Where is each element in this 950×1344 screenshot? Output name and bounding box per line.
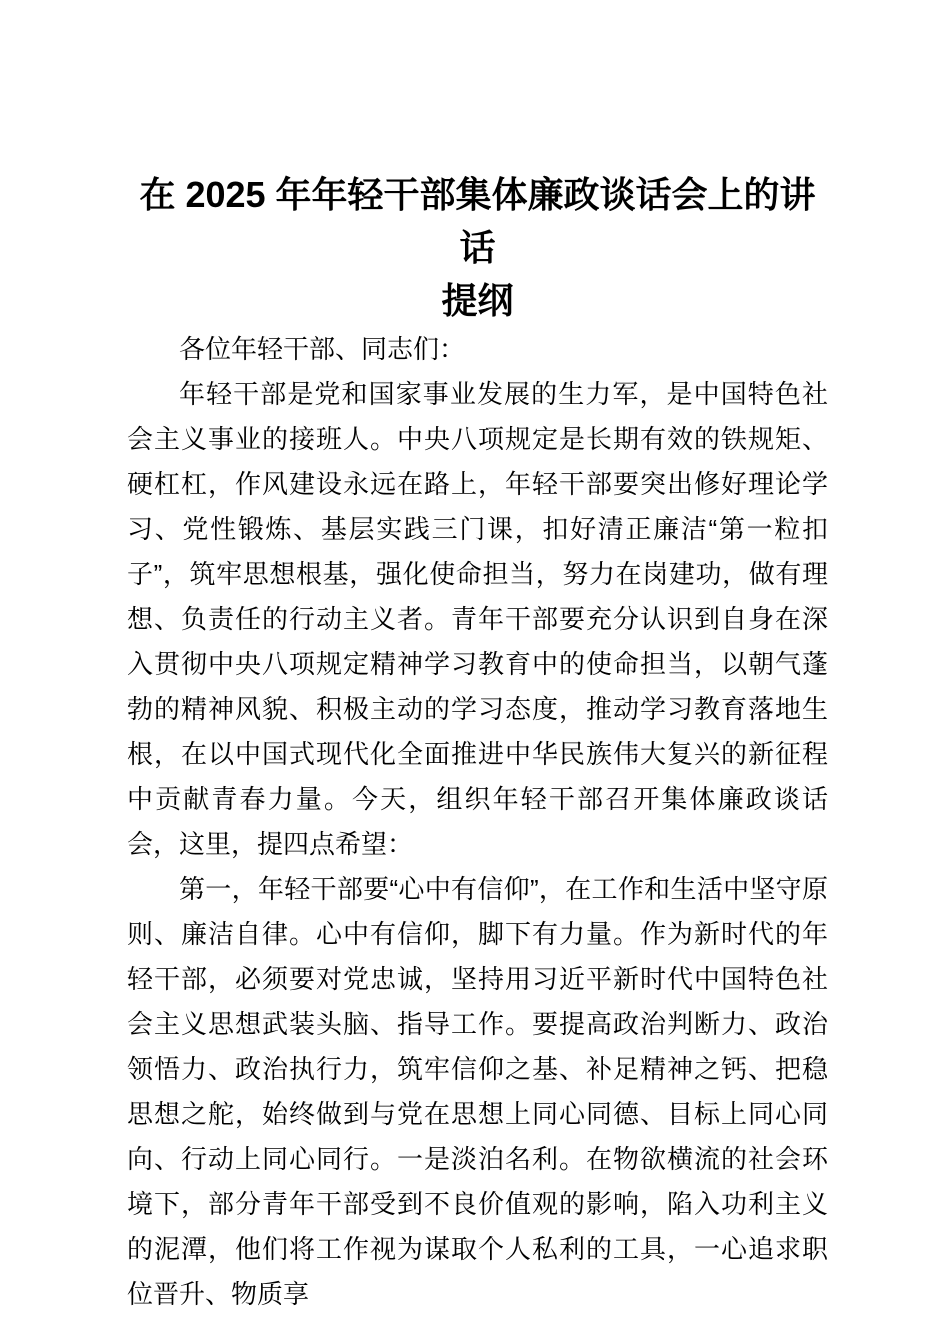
document-title [127,168,828,327]
paragraph-point-one: 第一，年轻干部要“心中有信仰”，在工作和生活中坚守原则、廉洁自律。心中有信仰，脚下有力量。作为新时代的年轻干部，必须要对党忠诚，坚持用习近平新时代中国特色社会主义思想武装头脑、指导工作。要提高政治判断力、政治领悟力、政治执行力，筑牢信仰之基、补足精神之钙、把稳思想之舵，始终做到与党在思想上同心同德、目标上同心同向、行动上同心同行。一是淡泊名利。在物欲横流的社会环境下，部分青年干部受到不良价值观的影响，陷入功利主义的泥潭，他们将工作视为谋取个人私利的工具，一心追求职位晋升、物质享 [127,874,828,1309]
document-title-line-1: 在 2025 年年轻干部集体廉政谈话会上的讲话 [139,174,816,268]
document-title-line-2: 提纲 [441,280,514,321]
paragraph-intro: 年轻干部是党和国家事业发展的生力军，是中国特色社会主义事业的接班人。中央八项规定是长期有效的铁规矩、硬杠杠，作风建设永远在路上，年轻干部要突出修好理论学习、党性锻炼、基层实践三门课，扣好清正廉洁“第一粒扣子”，筑牢思想根基，强化使命担当，努力在岗建功，做有理想、负责任的行动主义者。青年干部要充分认识到自身在深入贯彻中央八项规定精神学习教育中的使命担当，以朝气蓬勃的精神风貌、积极主动的学习态度，推动学习教育落地生根，在以中国式现代化全面推进中华民族伟大复兴的新征程中贡献青春力量。今天，组织年轻干部召开集体廉政谈话会，这里，提四点希望： [127,379,828,859]
greeting-line: 各位年轻干部、同志们： [179,334,466,364]
